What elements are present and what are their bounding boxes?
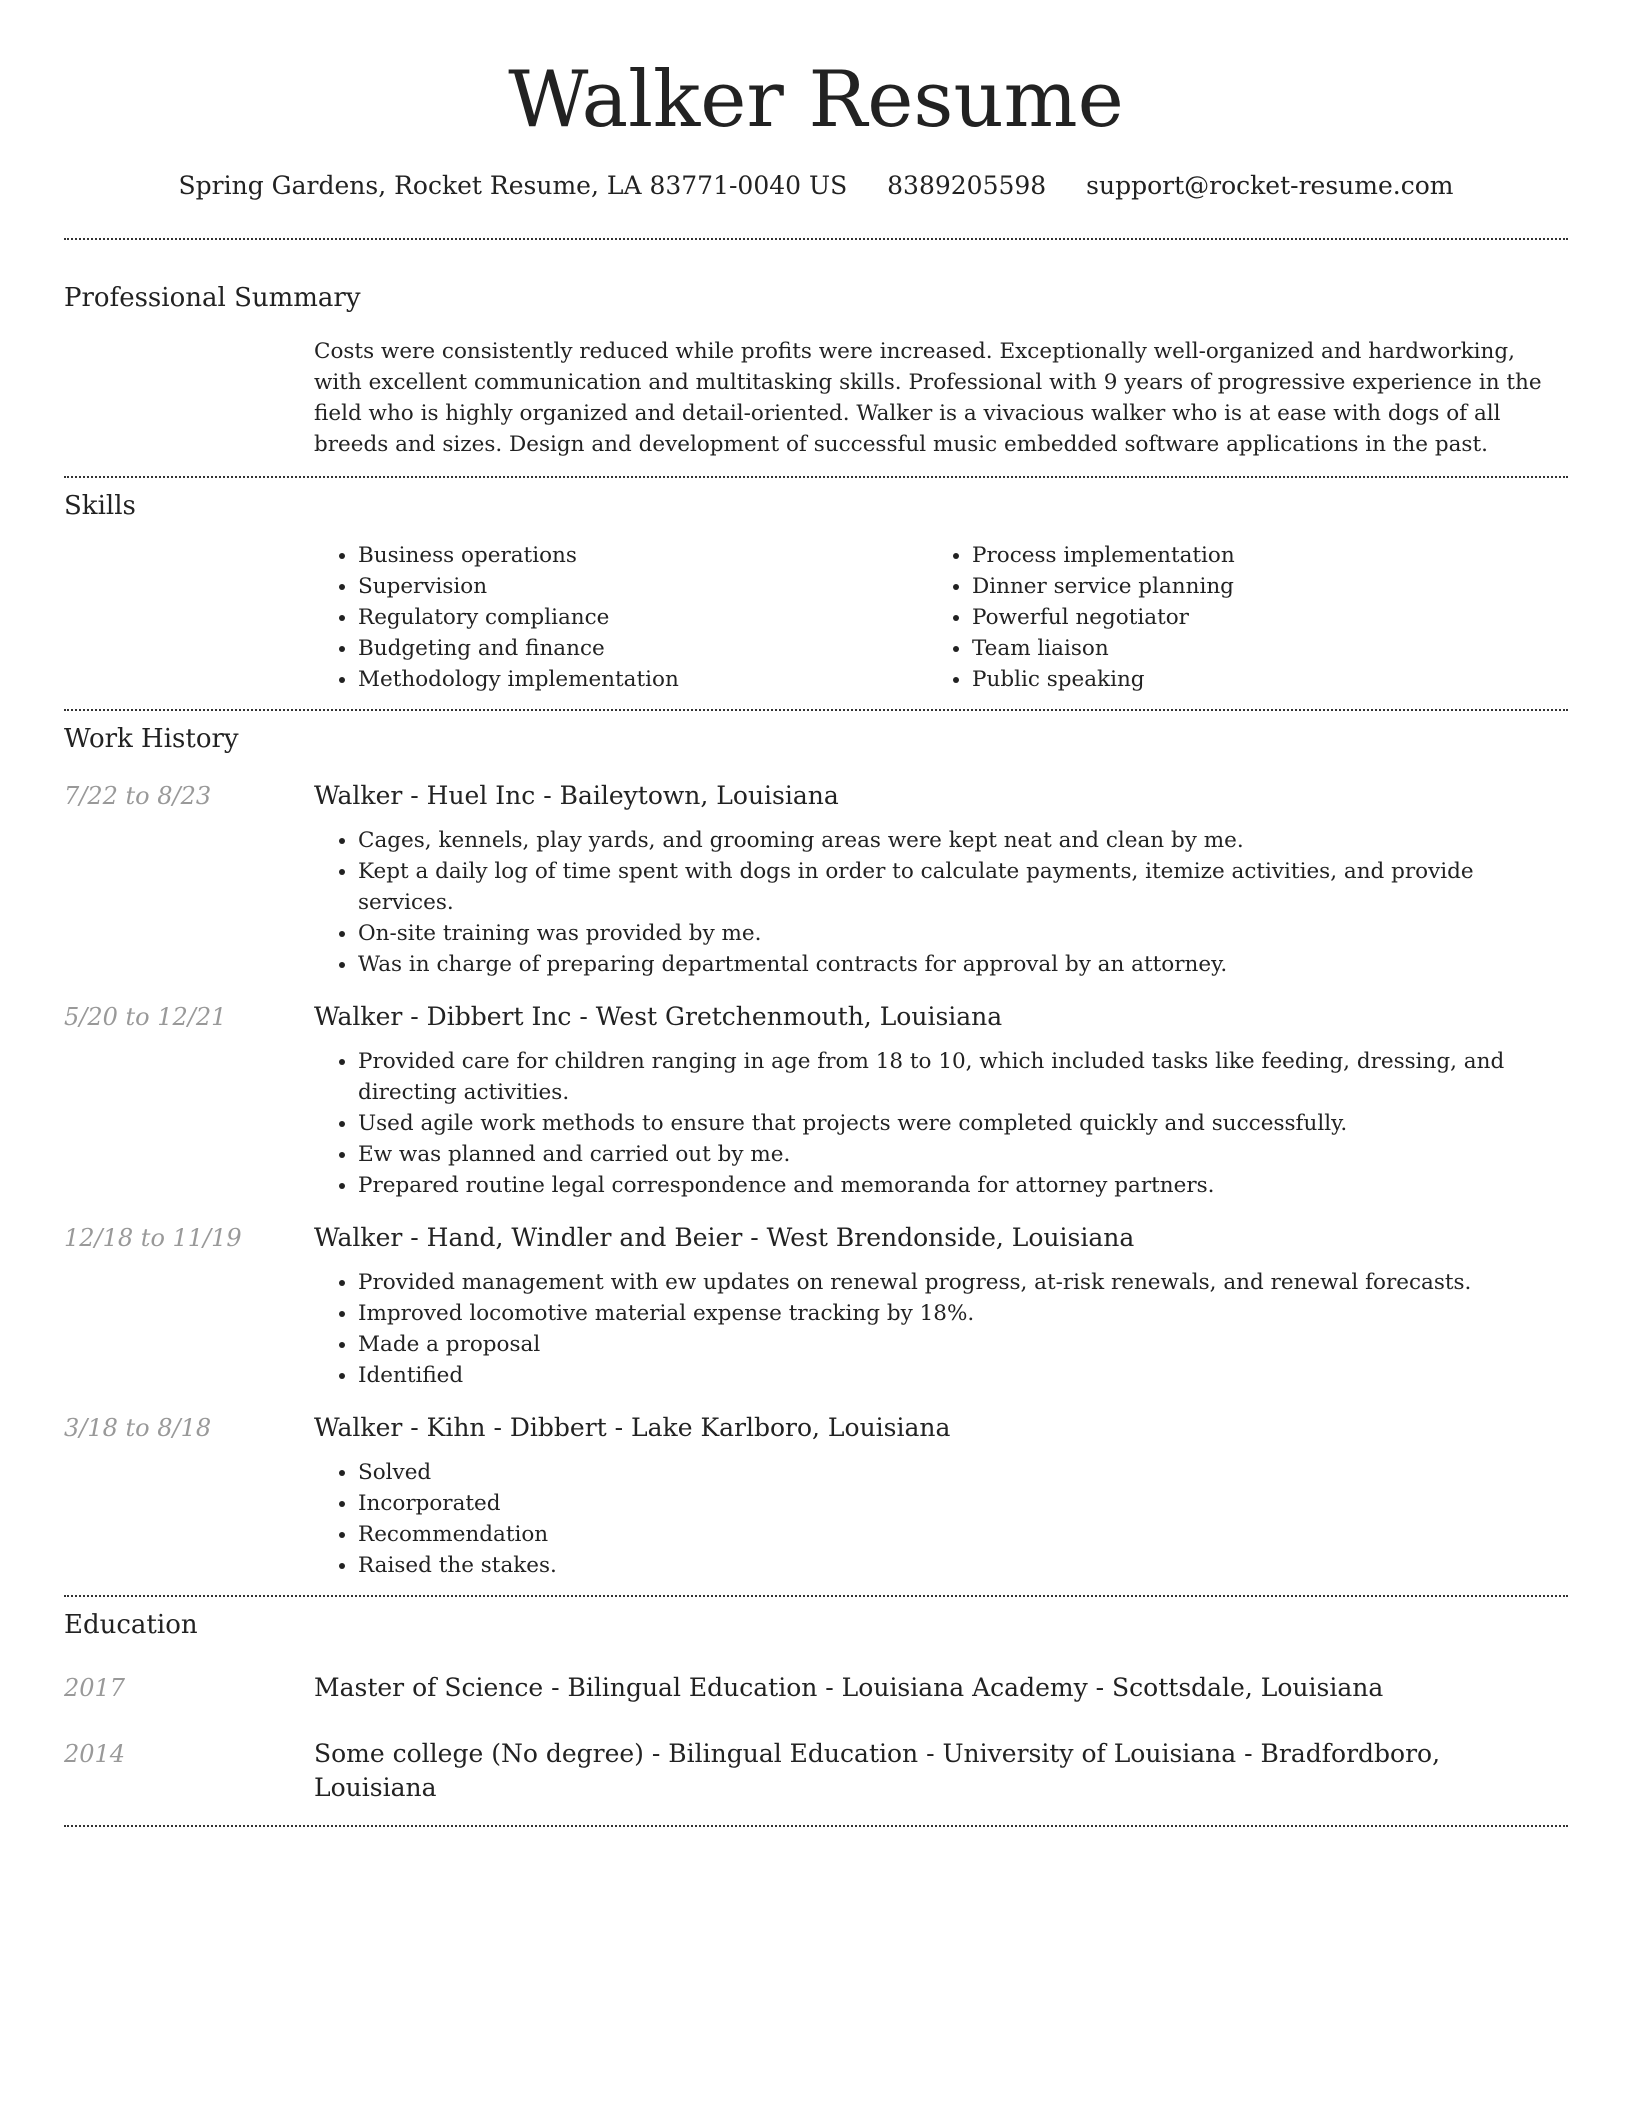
- skill-item: • Regulatory compliance: [358, 602, 928, 633]
- skill-item: • Process implementation: [972, 540, 1542, 571]
- skills-columns: [314, 540, 1568, 695]
- job-bullet: • Provided management with ew updates on renewal progress, at-risk renewals, and renewal forecasts.: [358, 1267, 1568, 1298]
- education-section: [64, 1607, 1568, 1805]
- skills-section: [64, 488, 1568, 695]
- job-bullet: • Ew was planned and carried out by me.: [358, 1139, 1568, 1170]
- skill-item: • Budgeting and finance: [358, 633, 928, 664]
- section-title-skills: Skills: [64, 491, 136, 521]
- skill-item: • Supervision: [358, 571, 928, 602]
- skills-list-left: [314, 540, 928, 695]
- contact-address: Spring Gardens, Rocket Resume, LA 83771-0040 US: [178, 171, 848, 200]
- job-bullet: • Cages, kennels, play yards, and grooming areas were kept neat and clean by me.: [358, 825, 1568, 856]
- job-bullets: [314, 1267, 1568, 1391]
- job-heading: Walker - Dibbert Inc - West Gretchenmouth, Louisiana: [314, 1002, 1003, 1031]
- skill-item: • Powerful negotiator: [972, 602, 1542, 633]
- job-date: 12/18 to 11/19: [64, 1224, 242, 1252]
- summary-section: [64, 280, 1568, 460]
- contact-phone: 8389205598: [887, 171, 1047, 200]
- education-entry: [64, 1671, 1568, 1705]
- job-date: 7/22 to 8/23: [64, 782, 212, 810]
- job-body: [314, 779, 1568, 980]
- job-bullet: • Made a proposal: [358, 1329, 1568, 1360]
- job-bullets: [314, 825, 1568, 980]
- skill-item: • Business operations: [358, 540, 928, 571]
- job-bullet: • Used agile work methods to ensure that projects were completed quickly and successfully.: [358, 1108, 1568, 1139]
- job-bullets: [314, 1457, 1568, 1581]
- contact-line: [64, 168, 1568, 204]
- divider: [64, 709, 1568, 711]
- section-title-summary: Professional Summary: [64, 283, 361, 313]
- job-heading: Walker - Kihn - Dibbert - Lake Karlboro, Louisiana: [314, 1413, 951, 1442]
- job-entry: [64, 1221, 1568, 1391]
- job-bullet: • On-site training was provided by me.: [358, 918, 1568, 949]
- education-date: 2017: [64, 1674, 126, 1702]
- resume-name: Walker Resume: [508, 55, 1124, 145]
- job-body: [314, 1221, 1568, 1391]
- job-date: 5/20 to 12/21: [64, 1003, 227, 1031]
- job-heading: Walker - Hand, Windler and Beier - West Brendonside, Louisiana: [314, 1223, 1135, 1252]
- job-bullet: • Prepared routine legal correspondence and memoranda for attorney partners.: [358, 1170, 1568, 1201]
- job-entry: [64, 1411, 1568, 1581]
- skills-list-right: [928, 540, 1542, 695]
- section-title-work-history: Work History: [64, 724, 239, 754]
- work-history-section: [64, 721, 1568, 1581]
- job-bullet: • Solved: [358, 1457, 1568, 1488]
- job-bullet: • Incorporated: [358, 1488, 1568, 1519]
- education-heading: Master of Science - Bilingual Education - Louisiana Academy - Scottsdale, Louisiana: [314, 1673, 1384, 1702]
- job-bullet: • Identified: [358, 1360, 1568, 1391]
- job-heading: Walker - Huel Inc - Baileytown, Louisiana: [314, 781, 839, 810]
- summary-text: Costs were consistently reduced while profits were increased. Exceptionally well-organized and hardworking, with excellent communication and multitasking skills. Professional with 9 years of progressive experience in the field who is highly organized and detail-oriented. Walker is a vivacious walker who is at ease with dogs of all breeds and sizes. Design and development of successful music embedded software applications in the past.: [314, 339, 1542, 457]
- job-bullet: • Improved locomotive material expense tracking by 18%.: [358, 1298, 1568, 1329]
- job-bullet: • Recommendation: [358, 1519, 1568, 1550]
- skill-item: • Team liaison: [972, 633, 1542, 664]
- job-bullet: • Provided care for children ranging in age from 18 to 10, which included tasks like feeding, dressing, and directing activities.: [358, 1046, 1568, 1108]
- job-bullet: • Was in charge of preparing departmental contracts for approval by an attorney.: [358, 949, 1568, 980]
- education-heading: Some college (No degree) - Bilingual Education - University of Louisiana - Bradfordboro, Louisiana: [314, 1739, 1441, 1802]
- divider: [64, 238, 1568, 240]
- job-bullet: • Raised the stakes.: [358, 1550, 1568, 1581]
- skill-item: • Dinner service planning: [972, 571, 1542, 602]
- divider: [64, 1825, 1568, 1827]
- job-body: [314, 1000, 1568, 1201]
- divider: [64, 1595, 1568, 1597]
- job-bullet: • Kept a daily log of time spent with dogs in order to calculate payments, itemize activities, and provide services.: [358, 856, 1568, 918]
- job-date: 3/18 to 8/18: [64, 1414, 212, 1442]
- skill-item: • Methodology implementation: [358, 664, 928, 695]
- contact-email[interactable]: support@rocket-resume.com: [1086, 171, 1454, 200]
- skill-item: • Public speaking: [972, 664, 1542, 695]
- education-date: 2014: [64, 1740, 126, 1768]
- divider: [64, 476, 1568, 478]
- job-entry: [64, 1000, 1568, 1201]
- job-bullets: [314, 1046, 1568, 1201]
- section-title-education: Education: [64, 1610, 198, 1640]
- job-entry: [64, 779, 1568, 980]
- education-entry: [64, 1737, 1568, 1805]
- job-body: [314, 1411, 1568, 1581]
